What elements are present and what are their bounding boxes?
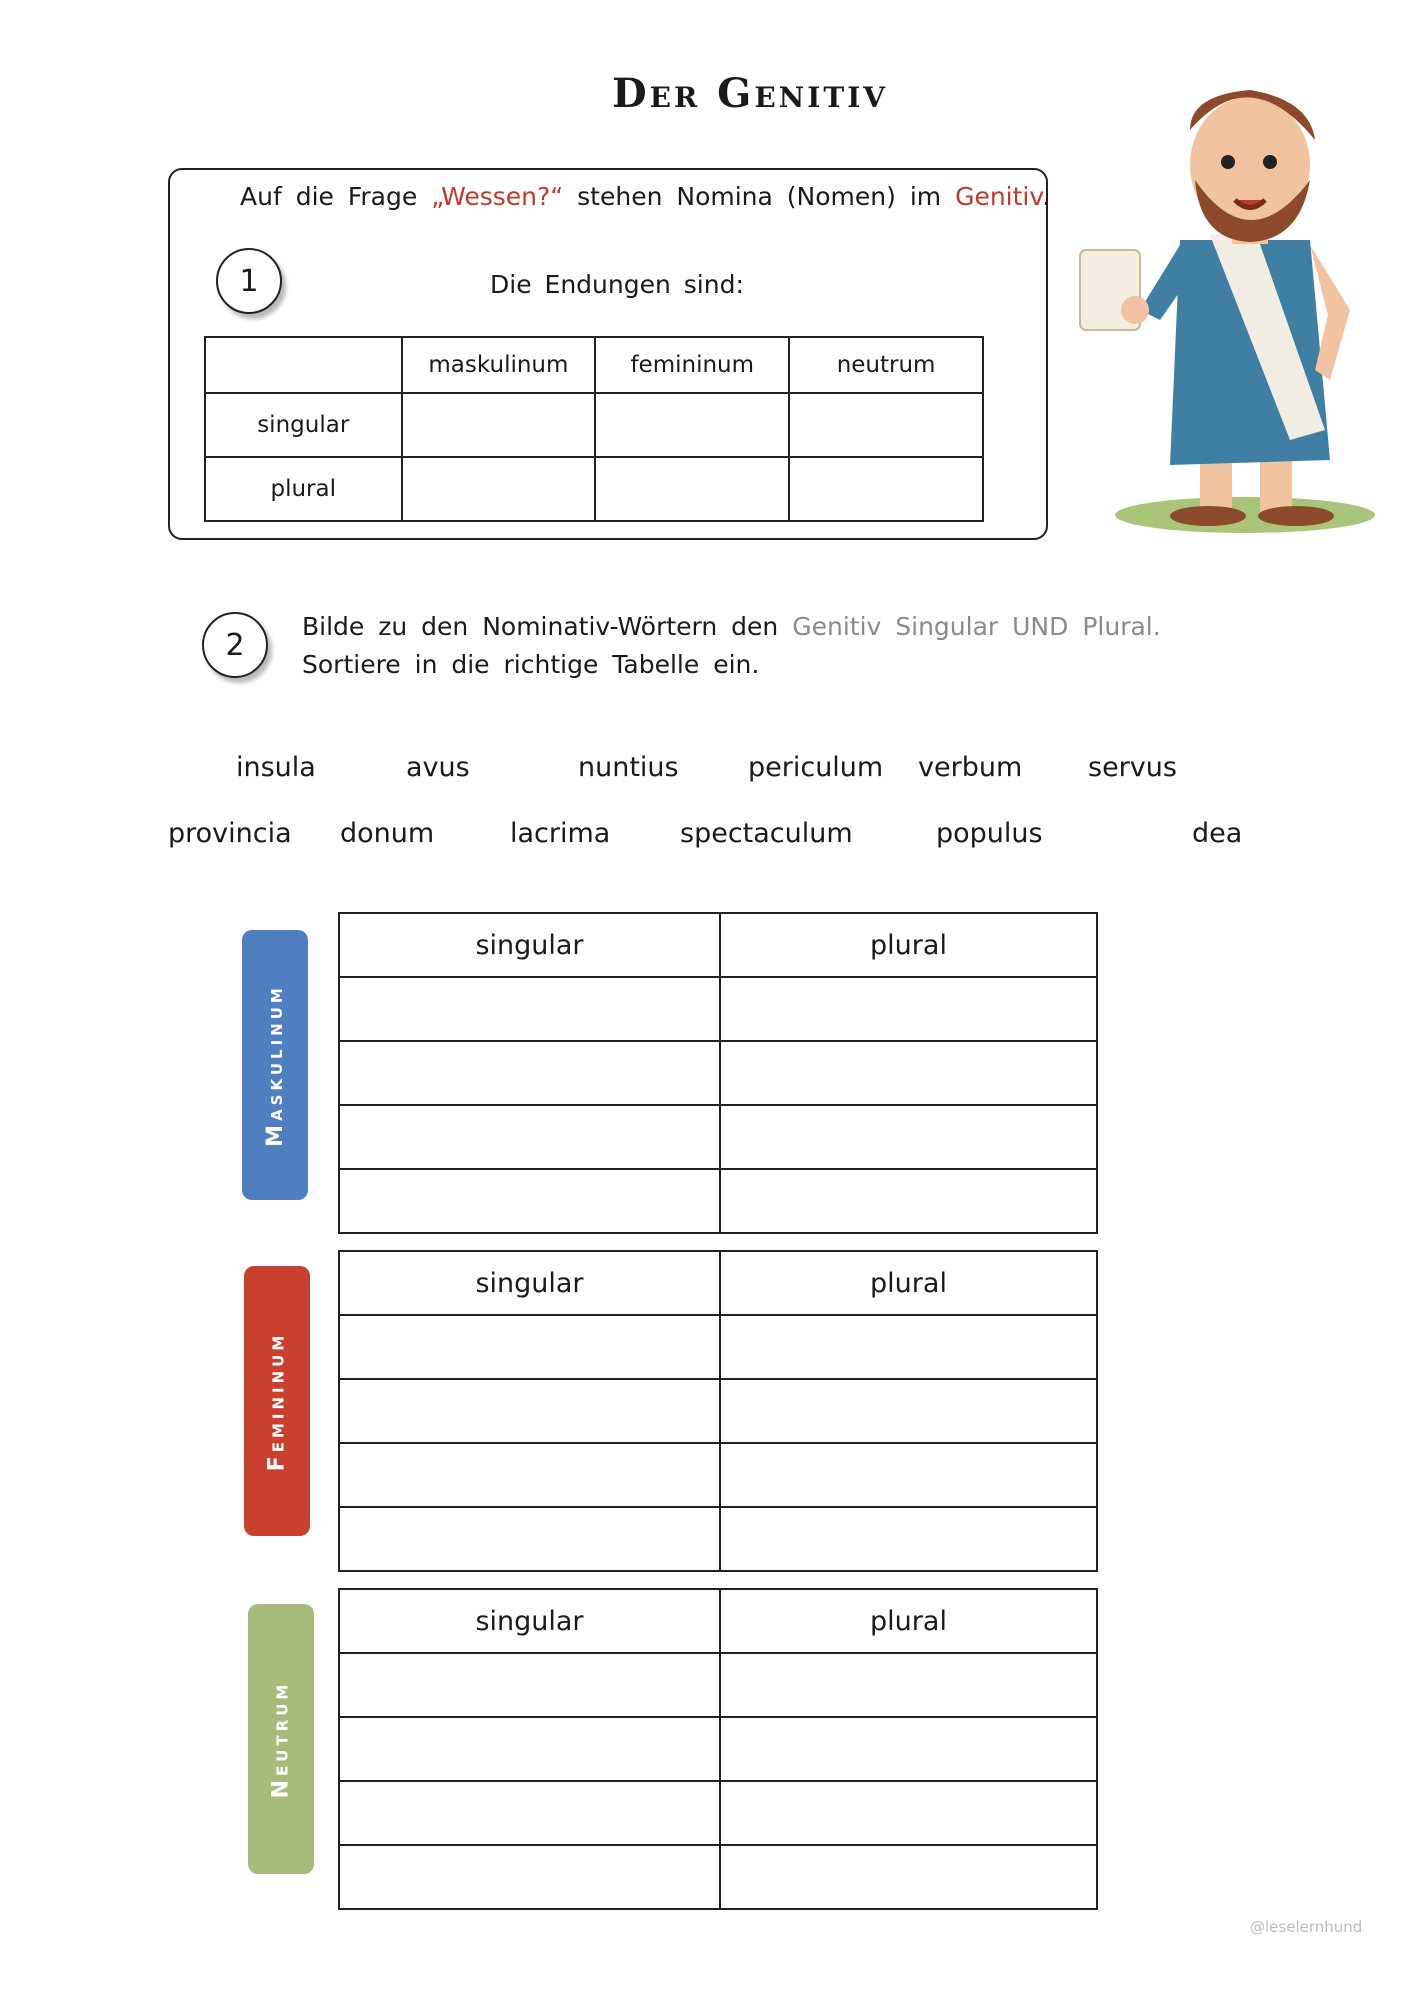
neutrum-header-singular: singular <box>339 1589 720 1653</box>
answer-cell[interactable] <box>720 1105 1097 1169</box>
endungen-input-cell[interactable] <box>402 457 596 521</box>
femininum-table <box>338 1250 1098 1572</box>
answer-cell[interactable] <box>720 1443 1097 1507</box>
maskulinum-table <box>338 912 1098 1234</box>
answer-cell[interactable] <box>720 1845 1097 1909</box>
answer-cell[interactable] <box>720 1653 1097 1717</box>
word-lacrima: lacrima <box>510 818 611 849</box>
answer-cell[interactable] <box>339 1781 720 1845</box>
answer-cell[interactable] <box>339 1443 720 1507</box>
word-dea: dea <box>1192 818 1243 849</box>
endungen-input-cell[interactable] <box>595 393 789 457</box>
answer-cell[interactable] <box>720 1041 1097 1105</box>
answer-cell[interactable] <box>339 1315 720 1379</box>
intro-question: „Wessen?“ <box>431 182 564 211</box>
femininum-header-plural: plural <box>720 1251 1097 1315</box>
answer-cell[interactable] <box>720 1169 1097 1233</box>
endungen-header-maskulinum: maskulinum <box>402 337 596 393</box>
task-1-number: 1 <box>216 248 282 314</box>
word-servus: servus <box>1088 752 1177 783</box>
femininum-label: Femininum <box>264 1331 290 1471</box>
right-eye <box>1263 155 1277 169</box>
endungen-input-cell[interactable] <box>402 393 596 457</box>
left-hand <box>1121 296 1149 324</box>
endungen-input-cell[interactable] <box>595 457 789 521</box>
endungen-label: Die Endungen sind: <box>490 270 744 299</box>
intro-end: . <box>1042 182 1051 211</box>
instruction-line-1 <box>302 608 1161 646</box>
answer-cell[interactable] <box>720 1379 1097 1443</box>
word-avus: avus <box>406 752 470 783</box>
maskulinum-label-tab <box>242 930 308 1200</box>
mouth <box>1235 200 1265 208</box>
neutrum-header-plural: plural <box>720 1589 1097 1653</box>
endungen-table <box>204 336 984 522</box>
endungen-input-cell[interactable] <box>789 457 983 521</box>
endungen-header-neutrum: neutrum <box>789 337 983 393</box>
task-2-instruction <box>302 608 1161 684</box>
endungen-corner-cell <box>205 337 402 393</box>
neutrum-label-tab <box>248 1604 314 1874</box>
left-eye <box>1221 155 1235 169</box>
answer-cell[interactable] <box>339 1507 720 1571</box>
right-sandal <box>1258 506 1334 526</box>
maskulinum-header-plural: plural <box>720 913 1097 977</box>
answer-cell[interactable] <box>339 1169 720 1233</box>
word-provincia: provincia <box>168 818 292 849</box>
word-donum: donum <box>340 818 435 849</box>
endungen-row-plural: plural <box>205 457 402 521</box>
neutrum-table <box>338 1588 1098 1910</box>
footer-credit: @leselernhund <box>1250 1918 1363 1936</box>
endungen-row-singular: singular <box>205 393 402 457</box>
answer-cell[interactable] <box>339 1653 720 1717</box>
page-title: Der Genitiv <box>611 70 889 117</box>
roman-man-illustration <box>1060 70 1400 540</box>
word-verbum: verbum <box>918 752 1023 783</box>
maskulinum-header-singular: singular <box>339 913 720 977</box>
intro-sentence <box>240 182 1050 211</box>
answer-cell[interactable] <box>339 1845 720 1909</box>
word-populus: populus <box>936 818 1043 849</box>
instruction-prefix: Bilde zu den Nominativ-Wörtern den <box>302 612 779 641</box>
answer-cell[interactable] <box>339 1041 720 1105</box>
word-nuntius: nuntius <box>578 752 679 783</box>
intro-part2: stehen Nomina (Nomen) im <box>577 182 942 211</box>
answer-cell[interactable] <box>720 1315 1097 1379</box>
endungen-header-femininum: femininum <box>595 337 789 393</box>
answer-cell[interactable] <box>339 1105 720 1169</box>
answer-cell[interactable] <box>339 1717 720 1781</box>
instruction-line-2: Sortiere in die richtige Tabelle ein. <box>302 650 760 679</box>
answer-cell[interactable] <box>720 1781 1097 1845</box>
answer-cell[interactable] <box>339 977 720 1041</box>
maskulinum-label: Maskulinum <box>262 983 288 1147</box>
instruction-highlight: Genitiv Singular UND Plural. <box>792 612 1161 641</box>
endungen-input-cell[interactable] <box>789 393 983 457</box>
word-periculum: periculum <box>748 752 884 783</box>
answer-cell[interactable] <box>720 1717 1097 1781</box>
answer-cell[interactable] <box>720 1507 1097 1571</box>
left-sandal <box>1170 506 1246 526</box>
femininum-header-singular: singular <box>339 1251 720 1315</box>
task-2-number: 2 <box>202 612 268 678</box>
neutrum-label: Neutrum <box>268 1680 294 1798</box>
intro-case: Genitiv <box>955 182 1043 211</box>
word-insula: insula <box>236 752 316 783</box>
femininum-label-tab <box>244 1266 310 1536</box>
answer-cell[interactable] <box>339 1379 720 1443</box>
word-spectaculum: spectaculum <box>680 818 853 849</box>
answer-cell[interactable] <box>720 977 1097 1041</box>
intro-part1: Auf die Frage <box>240 182 418 211</box>
